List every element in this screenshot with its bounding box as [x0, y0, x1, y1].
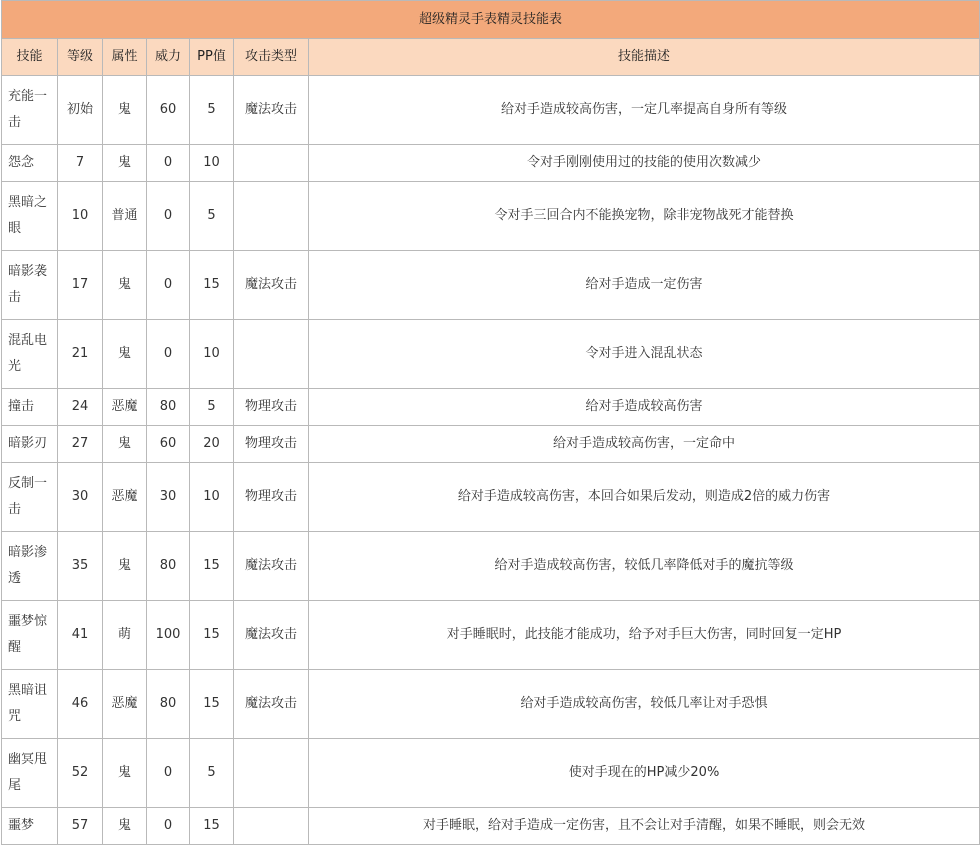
skill-attribute: 鬼	[103, 532, 147, 601]
skill-description: 给对手造成较高伤害，较低几率让对手恐惧	[309, 670, 980, 739]
skill-pp: 10	[190, 320, 234, 389]
skill-power: 0	[147, 808, 190, 845]
skill-name: 黑暗诅咒	[2, 670, 58, 739]
skill-description: 给对手造成较高伤害，一定几率提高自身所有等级	[309, 76, 980, 145]
table-row	[2, 463, 980, 532]
header-level: 等级	[58, 39, 103, 76]
skill-level: 24	[58, 389, 103, 426]
skill-table	[1, 0, 980, 845]
skill-attack-type: 物理攻击	[234, 426, 309, 463]
skill-attribute: 鬼	[103, 320, 147, 389]
table-row	[2, 808, 980, 845]
skill-name: 幽冥甩尾	[2, 739, 58, 808]
header-skill: 技能	[2, 39, 58, 76]
header-attribute: 属性	[103, 39, 147, 76]
table-row	[2, 251, 980, 320]
skill-name: 暗影袭击	[2, 251, 58, 320]
table-row	[2, 426, 980, 463]
table-row	[2, 320, 980, 389]
skill-description: 给对手造成较高伤害	[309, 389, 980, 426]
skill-level: 57	[58, 808, 103, 845]
skill-name: 充能一击	[2, 76, 58, 145]
skill-attack-type: 魔法攻击	[234, 601, 309, 670]
skill-attribute: 鬼	[103, 145, 147, 182]
skill-pp: 15	[190, 670, 234, 739]
skill-pp: 20	[190, 426, 234, 463]
table-row	[2, 145, 980, 182]
table-title: 超级精灵手表精灵技能表	[2, 1, 980, 39]
skill-pp: 15	[190, 601, 234, 670]
skill-attack-type	[234, 739, 309, 808]
skill-name: 暗影刃	[2, 426, 58, 463]
skill-name: 噩梦惊醒	[2, 601, 58, 670]
table-row	[2, 182, 980, 251]
skill-attack-type: 魔法攻击	[234, 532, 309, 601]
skill-pp: 15	[190, 808, 234, 845]
skill-power: 0	[147, 251, 190, 320]
table-row	[2, 389, 980, 426]
skill-level: 30	[58, 463, 103, 532]
skill-power: 60	[147, 426, 190, 463]
header-description: 技能描述	[309, 39, 980, 76]
table-row	[2, 670, 980, 739]
skill-pp: 10	[190, 463, 234, 532]
skill-power: 0	[147, 739, 190, 808]
skill-attribute: 萌	[103, 601, 147, 670]
skill-description: 给对手造成较高伤害，一定命中	[309, 426, 980, 463]
skill-attack-type: 物理攻击	[234, 463, 309, 532]
skill-pp: 15	[190, 251, 234, 320]
skill-description: 对手睡眠时，此技能才能成功，给予对手巨大伤害，同时回复一定HP	[309, 601, 980, 670]
skill-power: 80	[147, 532, 190, 601]
skill-description: 令对手刚刚使用过的技能的使用次数减少	[309, 145, 980, 182]
skill-attribute: 恶魔	[103, 463, 147, 532]
skill-attack-type	[234, 145, 309, 182]
skill-attack-type: 魔法攻击	[234, 670, 309, 739]
skill-pp: 10	[190, 145, 234, 182]
skill-level: 35	[58, 532, 103, 601]
skill-level: 7	[58, 145, 103, 182]
skill-description: 给对手造成较高伤害，较低几率降低对手的魔抗等级	[309, 532, 980, 601]
skill-name: 反制一击	[2, 463, 58, 532]
skill-attack-type	[234, 182, 309, 251]
skill-power: 30	[147, 463, 190, 532]
skill-description: 给对手造成一定伤害	[309, 251, 980, 320]
skill-power: 0	[147, 145, 190, 182]
skill-level: 46	[58, 670, 103, 739]
skill-name: 混乱电光	[2, 320, 58, 389]
skill-pp: 5	[190, 76, 234, 145]
skill-name: 噩梦	[2, 808, 58, 845]
skill-name: 暗影渗透	[2, 532, 58, 601]
header-attack-type: 攻击类型	[234, 39, 309, 76]
skill-pp: 15	[190, 532, 234, 601]
skill-level: 21	[58, 320, 103, 389]
skill-power: 100	[147, 601, 190, 670]
table-row	[2, 739, 980, 808]
header-power: 威力	[147, 39, 190, 76]
skill-name: 撞击	[2, 389, 58, 426]
skill-description: 对手睡眠，给对手造成一定伤害，且不会让对手清醒，如果不睡眠，则会无效	[309, 808, 980, 845]
skill-power: 60	[147, 76, 190, 145]
skill-attribute: 恶魔	[103, 670, 147, 739]
skill-pp: 5	[190, 739, 234, 808]
skill-attribute: 恶魔	[103, 389, 147, 426]
skill-level: 10	[58, 182, 103, 251]
table-row	[2, 601, 980, 670]
skill-description: 使对手现在的HP减少20%	[309, 739, 980, 808]
skill-attribute: 鬼	[103, 426, 147, 463]
header-pp: PP值	[190, 39, 234, 76]
skill-attack-type: 物理攻击	[234, 389, 309, 426]
skill-attribute: 鬼	[103, 739, 147, 808]
skill-level: 27	[58, 426, 103, 463]
skill-power: 80	[147, 389, 190, 426]
skill-attack-type: 魔法攻击	[234, 76, 309, 145]
skill-attribute: 普通	[103, 182, 147, 251]
skill-power: 0	[147, 182, 190, 251]
skill-attribute: 鬼	[103, 251, 147, 320]
skill-attack-type: 魔法攻击	[234, 251, 309, 320]
skill-level: 41	[58, 601, 103, 670]
skill-power: 80	[147, 670, 190, 739]
table-row	[2, 532, 980, 601]
skill-description: 令对手进入混乱状态	[309, 320, 980, 389]
skill-attack-type	[234, 808, 309, 845]
skill-level: 17	[58, 251, 103, 320]
skill-attribute: 鬼	[103, 76, 147, 145]
skill-level: 初始	[58, 76, 103, 145]
skill-pp: 5	[190, 389, 234, 426]
table-row	[2, 76, 980, 145]
skill-description: 给对手造成较高伤害，本回合如果后发动，则造成2倍的威力伤害	[309, 463, 980, 532]
skill-level: 52	[58, 739, 103, 808]
skill-power: 0	[147, 320, 190, 389]
skill-name: 怨念	[2, 145, 58, 182]
skill-description: 令对手三回合内不能换宠物，除非宠物战死才能替换	[309, 182, 980, 251]
skill-name: 黑暗之眼	[2, 182, 58, 251]
skill-pp: 5	[190, 182, 234, 251]
skill-attack-type	[234, 320, 309, 389]
skill-attribute: 鬼	[103, 808, 147, 845]
